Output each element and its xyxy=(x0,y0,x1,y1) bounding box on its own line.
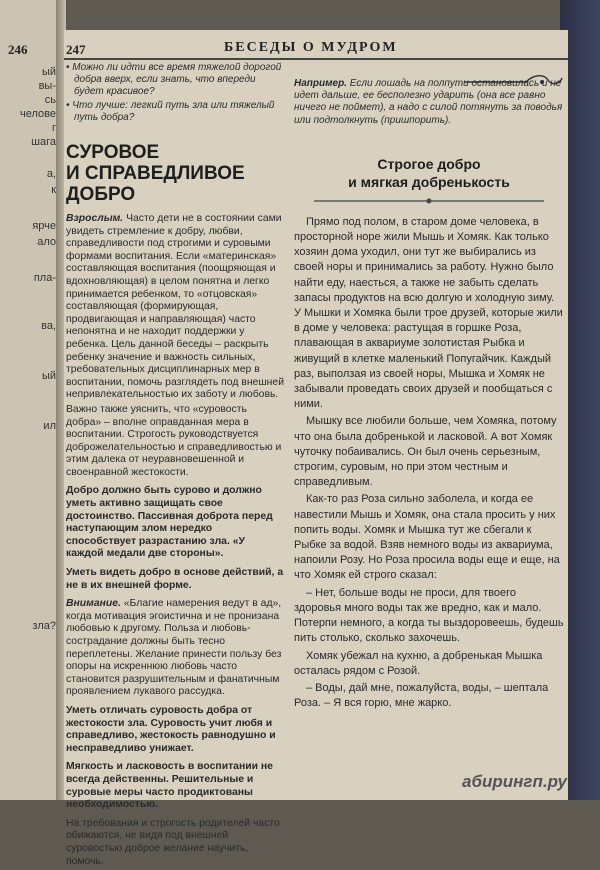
bold-principle: Мягкость и ласковость в воспитании не всегда действенны. Решительные и суровые меры часто продиктованы необходимостью. xyxy=(66,761,273,811)
story-title xyxy=(294,155,564,191)
example-lead: Например. xyxy=(294,78,347,89)
example-text: Если лошадь на полпути остановилась и не идет дальше, ее бесполезно ударить (она все равно ничего не поймет), а надо с силой потянуть за поводья или подтолкнуть (пришпорить). xyxy=(294,78,563,126)
bold-principle: Уметь видеть добро в основе действий, а не в их внешней форме. xyxy=(66,567,284,591)
paragraph-attention xyxy=(66,598,284,699)
left-page-number: 246 xyxy=(8,42,28,57)
story-title-line1: Строгое добро xyxy=(377,155,481,172)
section-heading-line1: СУРОВОЕ xyxy=(66,142,160,164)
left-fragment: сь xyxy=(44,94,56,106)
question-bullet: • Что лучше: легкий путь зла или тяжелый путь добра? xyxy=(66,100,284,124)
paragraph-lead: Внимание. xyxy=(66,598,121,610)
watermark-logo: абирингп.ру xyxy=(462,772,567,791)
paragraph-text: Важно также уяснить, что «суровость добра» – вполне оправданная мера в воспитании. Строгость руководствуется доброжелательностью и справедливостью и этим далека от неуравновешенной и своенравной жестокости. xyxy=(66,403,282,478)
left-fragment: г xyxy=(51,122,56,134)
story-title-line2: и мягкая добренькость xyxy=(348,173,510,190)
section-heading xyxy=(66,142,284,205)
running-header xyxy=(64,34,568,60)
question-bullet: • Можно ли идти все время тяжелой дорогой добра вверх, если знать, что впереди будет красивое? xyxy=(66,62,284,99)
left-fragment: ый xyxy=(41,370,56,382)
header-rule xyxy=(64,58,568,60)
left-fragment: шага xyxy=(31,136,56,148)
story-paragraph: Как-то раз Роза сильно заболела, и когда ее навестили Мышь и Хомяк, она стала просить у них попить воды. Хомяк и Мышка тут же сбегали к Рыбке за водой. Взяв немного воды из аквариума, напоили Розу. Но Роза просила воды еще и еще, на что Хомяк ей строго сказал: xyxy=(294,493,560,582)
example-paragraph xyxy=(294,78,564,127)
left-fragment: ил xyxy=(43,420,56,432)
left-fragment: пла- xyxy=(33,272,56,284)
paragraph-lead: Взрослым. xyxy=(66,213,124,225)
story-paragraph: Хомяк убежал на кухню, а добренькая Мышка осталась рядом с Розой. xyxy=(294,649,543,677)
right-page xyxy=(64,30,568,867)
left-fragment: к xyxy=(51,184,56,196)
page-number: 247 xyxy=(66,42,86,57)
story-paragraph: Мышку все любили больше, чем Хомяка, потому что она была добренькой и ласковой. А вот Хомяк чуточку побаивались. Он был очень серьезным, строгим, суровым, но при этом честным и справедливым. xyxy=(294,415,557,489)
left-fragment: зла? xyxy=(32,620,56,632)
story-paragraph: – Нет, больше воды не проси, для твоего здоровья много воды так же вредно, как и мало. Потерпи немного, а когда ты выздоровеешь, будешь пить столько, сколько захочешь. xyxy=(294,586,564,645)
paragraph-adults xyxy=(66,213,284,402)
left-fragment: ва, xyxy=(41,320,56,332)
bold-principle: Уметь отличать суровость добра от жестокости зла. Суровость учит любя и справедливо, жестокость равнодушно и несправедливо унижает. xyxy=(66,704,276,754)
left-fragment: вы- xyxy=(38,80,56,92)
left-fragment: ярче xyxy=(32,220,56,232)
paragraph-text: «Благие намерения ведут в ад», когда мотивация эгоистична и не пронизана любовью к другому. Польза и любовь-сострадание должны быть тесно переплетены. Желание принести пользу без опоры на искреннюю любовь часто становится разрушительным и фанатичным проявлением лукавого рассудка. xyxy=(66,598,282,698)
left-column xyxy=(66,62,284,870)
left-fragment: челове xyxy=(20,108,56,120)
story-paragraph: Прямо под полом, в старом доме человека, в просторной норе жили Мышь и Хомяк. Как только хозяин дома уходил, они тут же выбирались из своей норы и принимались за работу. Нужно было найти еду, наесться, а также не забыть сделать запасы продуктов на всю долгую и холодную зиму. У Мышки и Хомяка были трое друзей, которые жили в доме у человека: растущая в горшке Роза, плавающая в аквариуме золотистая Рыбка и живущий в клетке маленький Попугайчик. Каждый раз, выползая из своей норы, Мышка и Хомяк не забывали проведать своих друзей и пообщаться с ними. xyxy=(294,215,563,411)
left-fragment: ый xyxy=(41,66,56,78)
paragraph-text: На требования и строгость родителей часто обижаются, не видя под внешней суровостью доброе желание научить, помочь. xyxy=(66,817,280,867)
title-underline-ornament-icon xyxy=(314,195,544,207)
left-fragment: ало xyxy=(37,236,56,248)
running-title: БЕСЕДЫ О МУДРОМ xyxy=(224,40,398,55)
right-column xyxy=(294,78,564,713)
paragraph-text: Часто дети не в состоянии сами увидеть стремление к добру, любви, справедливости под строгими и суровыми формами воспитания. Если «материнская» составляющая воспитания (поощряющая и вдохновляющая) в целом понятна и легко принимается ребенком, то «отцовская» составляющая (формирующая, продвигающая и направляющая) часто непонятна и не находит поддержки у ребенка. Цель данной беседы – раскрыть ребенку значение и важность сильных, требовательных дисциплинарных мер в воспитании, помочь разглядеть под внешней непривлекательностью их заботу и любовь. xyxy=(66,213,284,401)
left-fragment: а, xyxy=(46,168,56,180)
story-paragraph: – Воды, дай мне, пожалуйста, воды, – шептала Роза. – Я вся горю, мне жарко. xyxy=(294,681,549,710)
left-page xyxy=(0,0,60,800)
section-heading-line2: И СПРАВЕДЛИВОЕ ДОБРО xyxy=(66,163,245,206)
bold-principle: Добро должно быть сурово и должно уметь активно защищать свое достоинство. Пассивная доброта перед наступающим злом нередко способствует разрастанию зла. «У каждой медали две стороны». xyxy=(66,485,273,560)
